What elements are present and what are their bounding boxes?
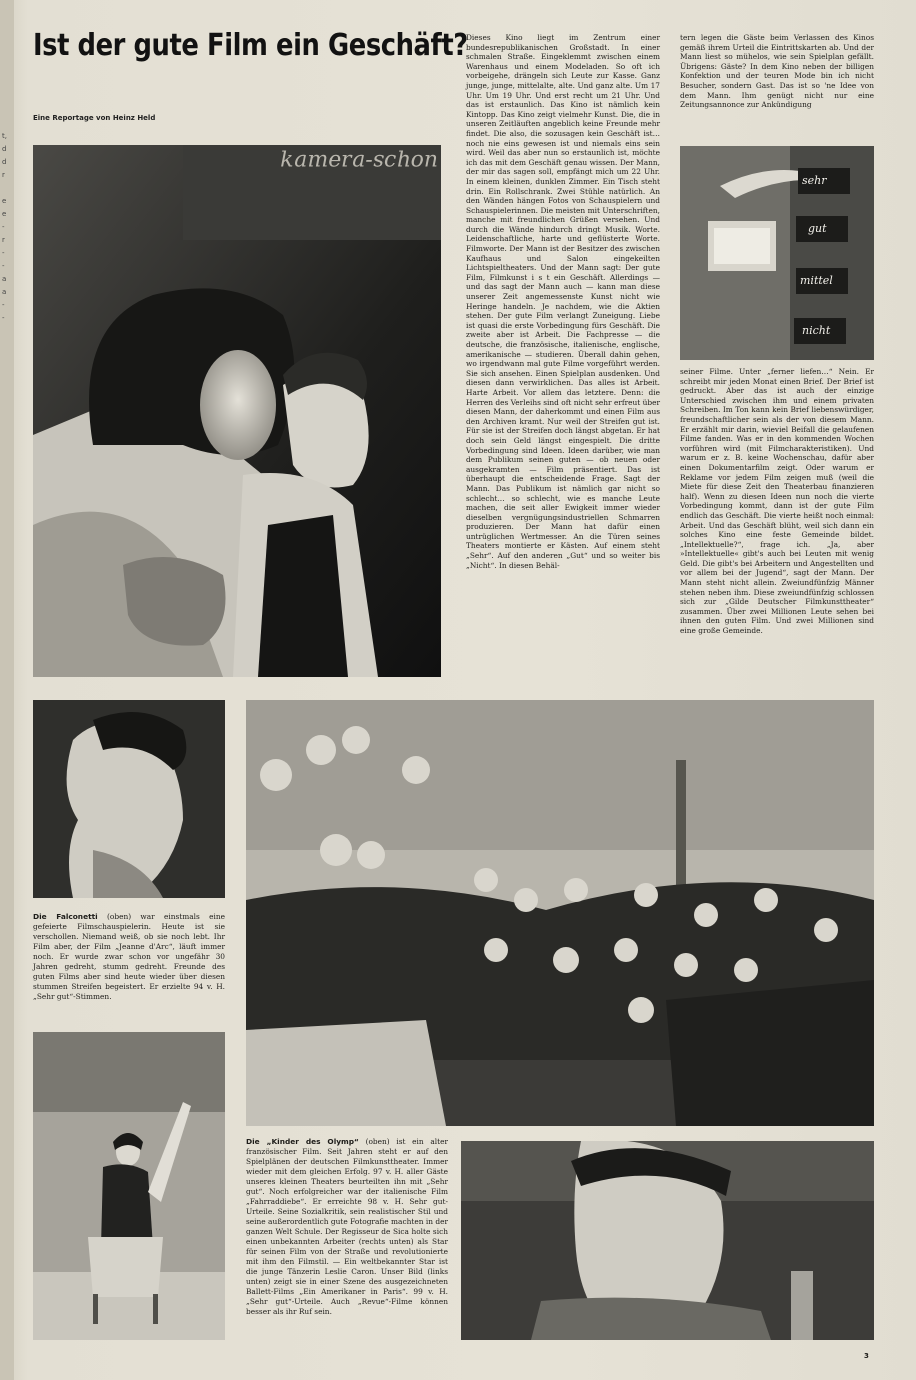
margin-char: e [2,210,7,218]
margin-char: r [2,171,5,179]
svg-text:uoɥɔs-ɐɹǝɯɐʞ: uoɥɔs-ɐɹǝɯɐʞ [280,149,438,174]
caption-olymp-lead: Die „Kinder des Olymp“ [246,1137,359,1146]
margin-char [2,182,12,195]
photo-worker-actor [461,1141,874,1340]
margin-char: - [2,223,5,231]
article-column-right-bottom [680,367,874,681]
photo-couple-at-cinema [33,145,441,677]
article-column-right-top [680,33,874,129]
margin-char: e [2,197,7,205]
article-headline: Ist der gute Film ein Geschäft? [33,28,468,63]
caption-falconetti-text: (oben) war einstmals eine gefeierte Filmschauspielerin. Heute ist sie verschollen. Niemand weiß, ob sie noch lebt. Ihr Film aber, der Film „Jeanne d'Arc“, läuft immer noch. Er wurde zwar schon vor ungefähr 30 Jahren gedreht, stumm gedreht. Freunde des guten Films aber sind heute wieder über diesen stummen Streifen begeistert. Er erzielte 94 v. H. „Sehr gut“-Stimmen. [33,912,225,1001]
photo-leslie-caron [33,1032,225,1340]
article-column-middle [466,33,660,681]
caption-kinder-des-olymp [246,1137,448,1343]
article-text-middle: Dieses Kino liegt im Zentrum einer bundesrepublikanischen Großstadt. In einer schmalen Straße. Eingeklemmt zwischen einem Warenhaus und einem Modeladen. So oft ich vorbeigehe, drängeln sich Leute zur Kasse. Ganz junge, junge, mittelalte, alte. Und ganz alte. Um 17 Uhr. Um 19 Uhr. Und erst recht um 21 Uhr. Und das ist erstaunlich. Das Kino ist nämlich kein Kintopp. Das Kino zeigt vielmehr Kunst. Die, die in unseren Zeitläuften angeblich keine Freunde mehr findet. Die also, die sozusagen kein Geschäft ist… noch nie eins gewesen ist und niemals eins sein wird. Weil das aber nun so erstaunlich ist, möchte ich das mit dem Geschäft genau wissen. Der Mann, der mir das sagen soll, empfängt mich um 22 Uhr. In einem kleinen, dunklen Zimmer. Ein Tisch steht drin. Ein Rollschrank. Zwei Stühle natürlich. An den Wänden hängen Fotos von Schauspielern und Schauspielerinnen. Die meisten mit Unterschriften, manche mit freundlichen Grüßen versehen. Und durch die Wände hindurch dringt Musik. Worte. Leidenschaftliche, harte und geflüsterte Worte. Filmworte. Der Mann ist der Besitzer des zwischen Kaufhaus und Salon eingekeilten Lichtspieltheaters. Und der Mann sagt: Der gute Film, Filmkunst i s t ein Geschäft. Allerdings — und das sagt der Mann auch — kann man diese unserer Zeit angemessenste Kunst nicht wie Heringe handeln. Je nachdem, wie die Aktien stehen. Der gute Film verlangt Zuneigung. Liebe ist quasi die erste Vorbedingung fürs Geschäft. Die zweite aber ist Arbeit. Die Fachpresse — die deutsche, die französische, italienische, englische, amerikanische — studieren. Überall dahin gehen, wo irgendwann mal gute Filme vorgeführt werden. Sie sich ansehen. Einen Spielplan ausdenken. Und diesen dann verwirklichen. Das alles ist Arbeit. Harte Arbeit. Vor allem das letztere. Denn: die Herren des Verleihs sind oft nicht sehr erfreut über diesen Mann, der daherkommt und einen Film aus den Archiven kramt. Nur weil der Streifen gut ist. Für sie ist der Streifen doch längst abgetan. Er hat doch sein Geld längst eingespielt. Die dritte Vorbedingung sind Ideen. Ideen darüber, wie man dem Publikum seinen guten — ob neuen oder ausgekramten — Film präsentiert. Das ist überhaupt die entscheidende Frage. Sagt der Mann. Das Publikum ist nämlich gar nicht so schlecht… so schlecht, wie es manche Leute machen, die seit aller Ewigkeit immer wieder dieselben vergnügungsindustriellen Schmarren produzieren. Der Mann hat dafür einen untrüglichen Wertmesser. An die Türen seines Theaters montierte er Kästen. Auf einem steht „Sehr“. Auf den anderen „Gut“ und so weiter bis „Nicht“. In diesen Behäl- [466,33,660,570]
margin-char: - [2,249,5,257]
photo-vote-boxes [680,146,874,360]
article-byline: Eine Reportage von Heinz Held [33,114,156,122]
margin-text [2,130,12,325]
page-number: 3 [864,1352,869,1360]
margin-char: a [2,288,7,296]
vote-box-sehr: sehr [802,174,827,187]
margin-char: - [2,301,5,309]
margin-char: - [2,314,5,322]
margin-char: r [2,236,5,244]
margin-char: t, [2,132,7,140]
margin-char: d [2,145,7,153]
vote-box-gut: gut [808,222,827,235]
photo-kinder-des-olymp [246,700,874,1126]
margin-char: d [2,158,7,166]
previous-page-edge [0,0,14,1380]
caption-olymp-text: (oben) ist ein alter französischer Film. Seit Jahren steht er auf den Spielplänen der deutschen Filmkunsttheater. Immer wieder mit dem gleichen Erfolg. 97 v. H. aller Gäste unseres kleinen Theaters beurteilten ihn mit „Sehr gut“. Noch erfolgreicher war der italienische Film „Fahrraddiebe“. Er erreichte 98 v. H. Sehr gut-Urteile. Seine Sozialkritik, sein realistischer Stil und seine außerordentlich gute Fotografie machten in der ganzen Welt Schule. Der Regisseur de Sica holte sich einen unbekannten Arbeiter (rechts unten) als Star für seinen Film von der Straße und revolutionierte mit ihm den Filmstil. — Ein weltbekannter Star ist die junge Tänzerin Leslie Caron. Unser Bild (links unten) zeigt sie in einer Szene des ausgezeichneten Ballett-Films „Ein Amerikaner in Paris“. 99 v. H. „Sehr gut“-Urteile. Auch „Revue“-Filme können besser als ihr Ruf sein. [246,1137,448,1316]
article-text-right-top: tern legen die Gäste beim Verlassen des Kinos gemäß ihrem Urteil die Eintrittskarten ab. Und der Mann liest so mühelos, wie sein Spielplan gefällt. Übrigens: Gäste? In dem Kino neben der billigen Konfektion und der teuren Mode bin ich nicht Besucher, sondern Gast. Das ist so 'ne Idee von dem Mann. Ihm genügt nicht nur eine Zeitungsannonce zur Ankündigung [680,33,874,110]
photo-falconetti [33,700,225,898]
margin-char: - [2,262,5,270]
article-text-right-bottom: seiner Filme. Unter „ferner liefen…“ Nein. Er schreibt mir jeden Monat einen Brief. Der Brief ist gedruckt. Aber das ist auch der einzige Unterschied zwischen ihm und einem privaten Schreiben. Im Ton kann kein Brief liebenswürdiger, freundschaftlicher sein als der von diesem Mann. Er erzählt mir darin, wieviel Beifall die gelaufenen Filme fanden. Was er in den kommenden Wochen vorführen wird (mit Filmcharakteristiken). Und warum er z. B. keine Wochenschau, dafür aber einen Dokumentarfilm zeigt. Oder warum er Reklame vor jedem Film zeigen muß (weil die Miete für diese Zeit den Theaterbau finanzieren half). Wenn zu diesen Ideen nun noch die vierte Vorbedingung kommt, dann ist der gute Film endlich das Geschäft. Die vierte heißt noch einmal: Arbeit. Und das Geschäft blüht, weil sich dann ein solches Kino eine feste Gemeinde bildet. „Intellektuelle?“, frage ich. „Ja, aber »Intellektuelle« gibt's auch bei Leuten mit wenig Geld. Die gibt's bei Arbeitern und Angestellten und vor allem bei der Jugend“, sagt der Mann. Der Mann steht nicht allein. Zweiundfünfzig Männer stehen neben ihm. Diese zweiundfünfzig schlossen sich zur „Gilde Deutscher Filmkunsttheater“ zusammen. Über zwei Millionen Leute sehen bei ihnen den guten Film. Und zwei Millionen sind eine große Gemeinde. [680,367,874,636]
vote-box-nicht: nicht [802,324,831,337]
vote-box-mittel: mittel [800,274,833,287]
caption-falconetti-lead: Die Falconetti [33,912,98,921]
caption-falconetti [33,912,225,1014]
margin-char: a [2,275,7,283]
